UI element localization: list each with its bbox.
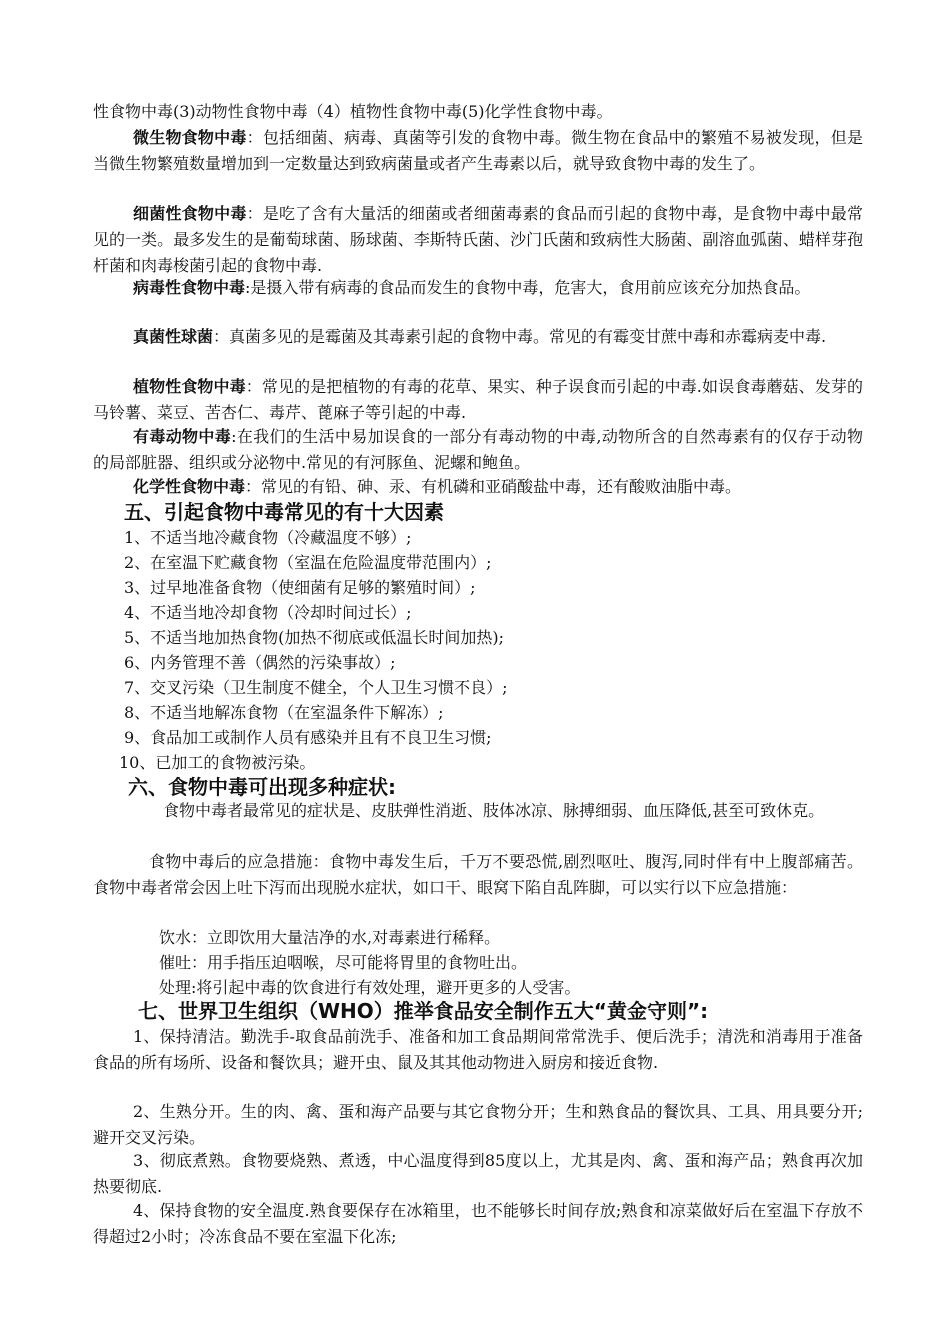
factor-item: 5、不适当地加热食物(加热不彻底或低温长时间加热); xyxy=(124,628,505,647)
term-label: 有毒动物中毒 xyxy=(133,427,232,446)
term-label: 真菌性球菌 xyxy=(133,327,214,346)
type-animal xyxy=(93,424,863,476)
type-bacterial xyxy=(93,201,863,279)
factor-item: 9、食品加工或制作人员有感染并且有不良卫生习惯; xyxy=(124,728,492,747)
term-label: 病毒性食物中毒 xyxy=(133,278,246,297)
factor-item: 8、不适当地解冻食物（在室温条件下解冻）; xyxy=(124,703,444,722)
factor-item: 2、在室温下贮藏食物（室温在危险温度带范围内）; xyxy=(124,553,492,572)
term-label: 细菌性食物中毒 xyxy=(133,204,247,223)
term-label: 植物性食物中毒 xyxy=(133,377,246,396)
type-chemical xyxy=(93,474,863,500)
factor-item: 4、不适当地冷却食物（冷却时间过长）; xyxy=(124,603,412,622)
type-fungal xyxy=(93,324,863,350)
measure-item: 催吐：用手指压迫咽喉，尽可能将胃里的食物吐出。 xyxy=(159,953,528,972)
term-description: ：包括细菌、病毒、真菌等引发的食物中毒。微生物在食品中的繁殖不易被发现，但是当微生物繁殖数量增加到一定数量达到致病菌量或者产生毒素以后，就导致食物中毒的发生了。 xyxy=(93,128,863,173)
term-description: :在我们的生活中易加误食的一部分有毒动物的中毒,动物所含的自然毒素有的仅存于动物的局部脏器、组织或分泌物中.常见的有河豚鱼、泥螺和鲍鱼。 xyxy=(93,427,863,472)
term-description: ：常见的是把植物的有毒的花草、果实、种子误食而引起的中毒.如误食毒蘑菇、发芽的马铃薯、菜豆、苦杏仁、毒芹、蓖麻子等引起的中毒. xyxy=(93,377,863,422)
term-description: ：真菌多见的是霉菌及其毒素引起的食物中毒。常见的有霉变甘蔗中毒和赤霉病麦中毒. xyxy=(213,327,827,346)
golden-rule-item: 3、彻底煮熟。食物要烧熟、煮透，中心温度得到85度以上，尤其是肉、禽、蛋和海产品；熟食再次加热要彻底. xyxy=(93,1151,863,1196)
factor-item: 1、不适当地冷藏食物（冷藏温度不够）; xyxy=(124,528,412,547)
golden-rule-item: 2、生熟分开。生的肉、禽、蛋和海产品要与其它食物分开；生和熟食品的餐饮具、工具、用具要分开;避开交叉污染。 xyxy=(93,1102,863,1147)
factor-item: 6、内务管理不善（偶然的污染事故）; xyxy=(124,653,396,672)
symptoms-paragraph: 食物中毒者最常见的症状是、皮肤弹性消逝、肢体冰凉、脉搏细弱、血压降低,甚至可致休克。 xyxy=(163,801,825,820)
factor-item: 7、交叉污染（卫生制度不健全，个人卫生习惯不良）; xyxy=(124,678,508,697)
measure-item: 饮水：立即饮用大量洁净的水,对毒素进行稀释。 xyxy=(159,928,501,947)
golden-rule-item: 4、保持食物的安全温度.熟食要保存在冰箱里，也不能够长时间存放;熟食和凉菜做好后在室温下存放不得超过2小时；冷冻食品不要在室温下化冻; xyxy=(93,1201,863,1246)
type-viral xyxy=(93,275,863,301)
measure-item: 处理:将引起中毒的饮食进行有效处理，避开更多的人受害。 xyxy=(159,978,581,997)
section5-heading: 五、引起食物中毒常见的有十大因素 xyxy=(124,500,444,524)
term-description: ：是吃了含有大量活的细菌或者细菌毒素的食品而引起的食物中毒，是食物中毒中最常见的一类。最多发生的是葡萄球菌、肠球菌、李斯特氏菌、沙门氏菌和致病性大肠菌、副溶血弧菌、蜡样芽孢杆菌和肉毒梭菌引起的食物中毒. xyxy=(93,204,863,275)
term-label: 微生物食物中毒 xyxy=(133,128,247,147)
factor-item: 3、过早地准备食物（使细菌有足够的繁殖时间）; xyxy=(124,578,476,597)
term-description: :是摄入带有病毒的食品而发生的食物中毒，危害大，食用前应该充分加热食品。 xyxy=(245,278,811,297)
factor-item: 10、已加工的食物被污染。 xyxy=(119,753,316,772)
section6-heading: 六、食物中毒可出现多种症状: xyxy=(128,775,396,799)
type-microbial xyxy=(93,125,863,177)
type-plant xyxy=(93,374,863,426)
term-description: ：常见的有铅、砷、汞、有机磷和亚硝酸盐中毒，还有酸败油脂中毒。 xyxy=(245,477,742,496)
golden-rule-item: 1、保持清洁。勤洗手-取食品前洗手、准备和加工食品期间常常洗手、便后洗手；清洗和消毒用于准备食品的所有场所、设备和餐饮具；避开虫、鼠及其其他动物进入厨房和接近食物. xyxy=(93,1027,863,1072)
intro-line: 性食物中毒(3)动物性食物中毒（4）植物性食物中毒(5)化学性食物中毒。 xyxy=(93,102,613,121)
term-label: 化学性食物中毒 xyxy=(133,477,246,496)
section7-heading: 七、世界卫生组织（WHO）推举食品安全制作五大“黄金守则”: xyxy=(138,999,709,1023)
emergency-paragraph: 食物中毒后的应急措施：食物中毒发生后，千万不要恐慌,剧烈呕吐、腹泻,同时伴有中上腹部痛苦。食物中毒者常会因上吐下泻而出现脱水症状，如口干、眼窝下陷自乱阵脚，可以实行以下应急措施： xyxy=(93,852,863,897)
